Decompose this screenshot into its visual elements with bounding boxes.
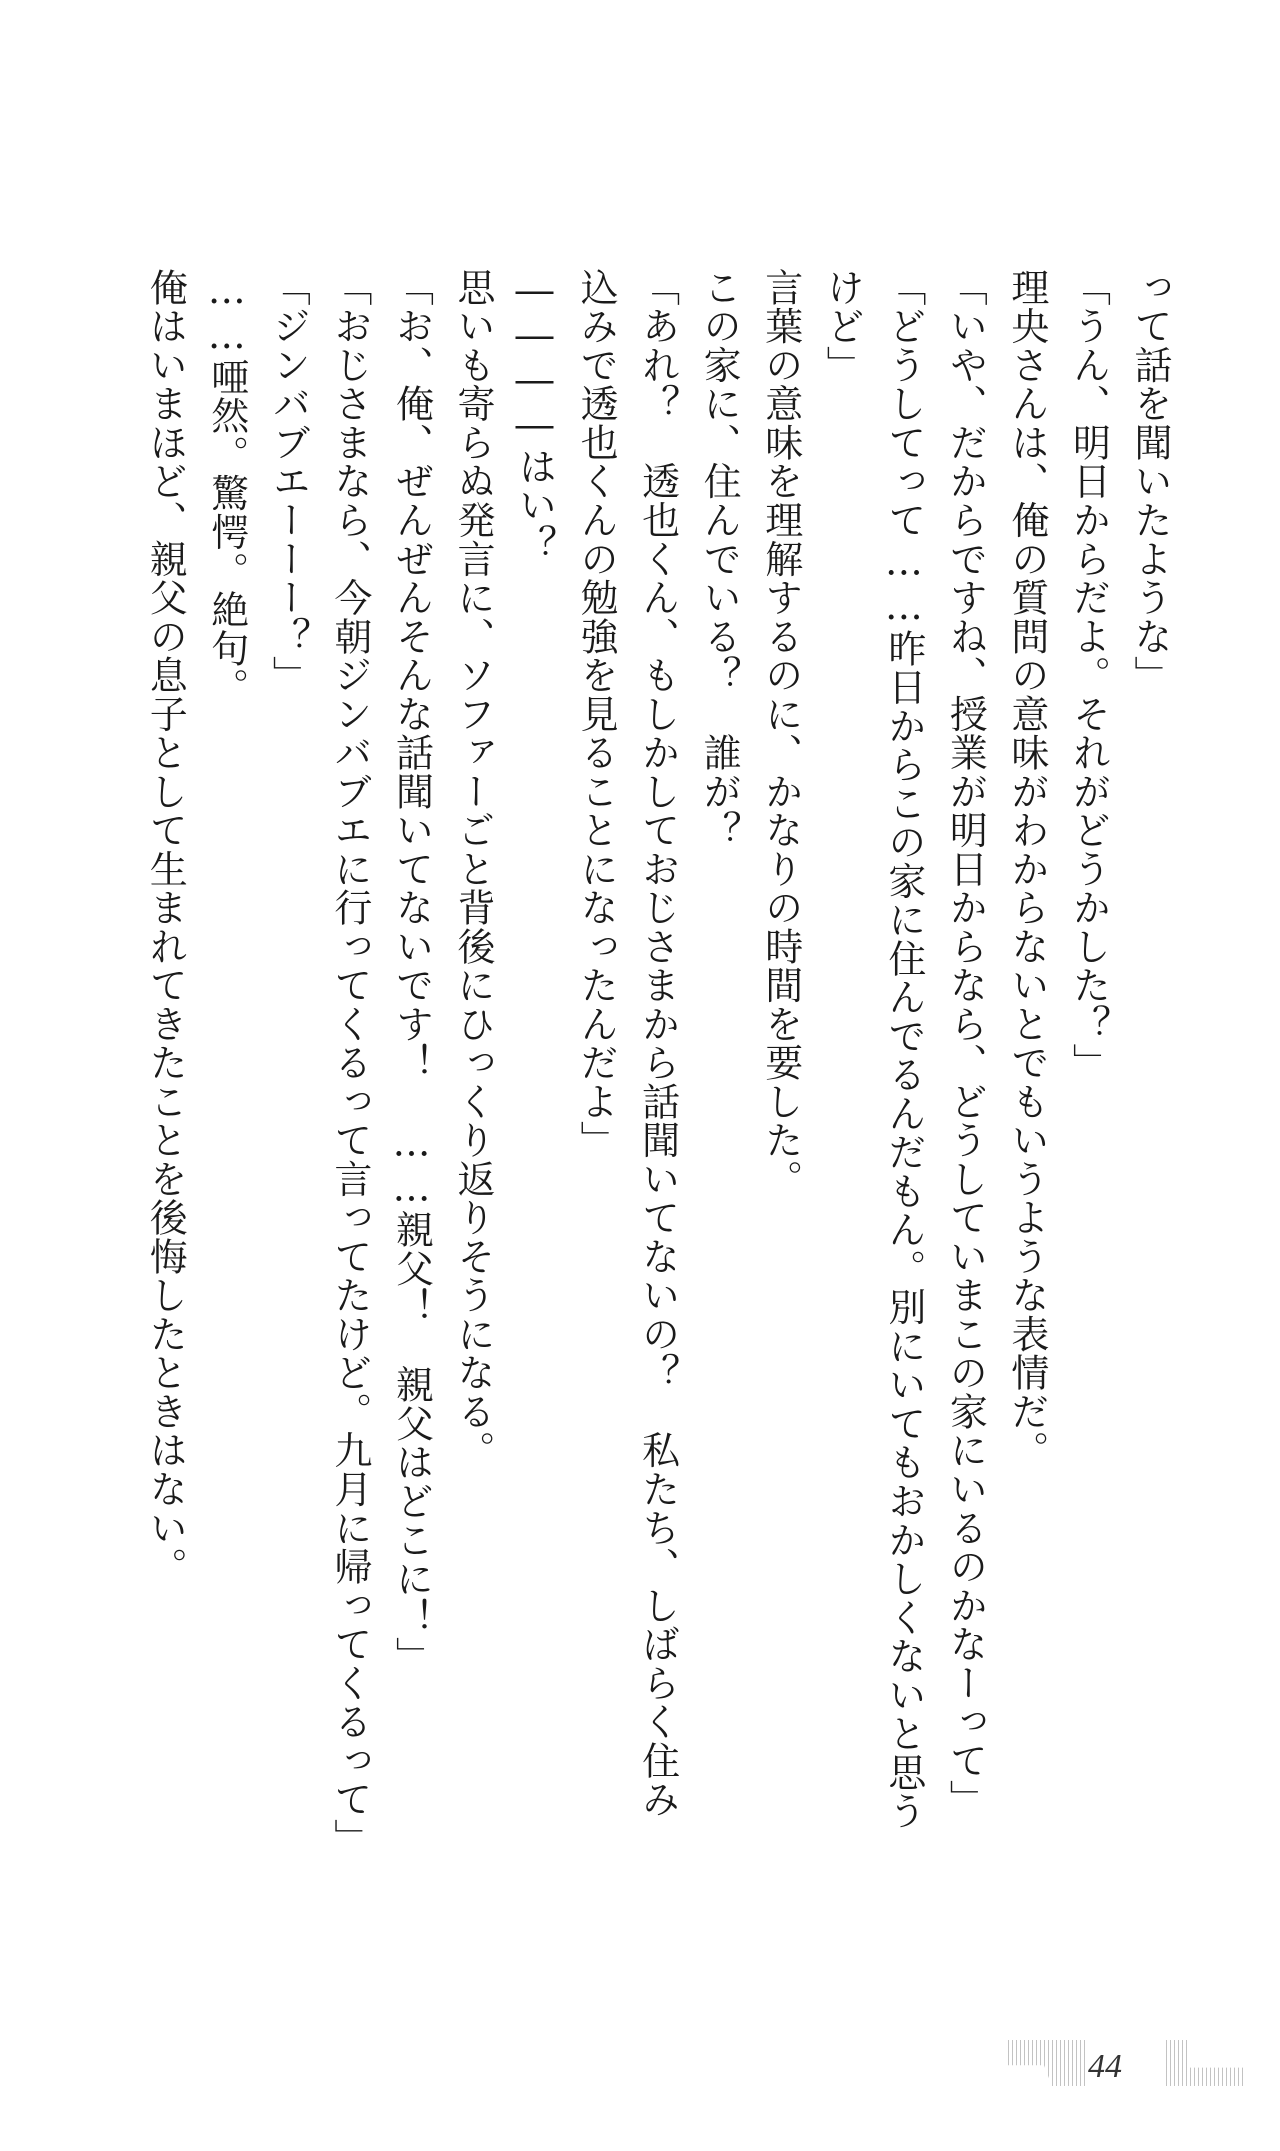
text-line: 言葉の意味を理解するのに、かなりの時間を要した。 [758, 268, 803, 1199]
text-line: けど」 [820, 268, 865, 385]
text-line: 思いも寄らぬ発言に、ソファーごと背後にひっくり返りそうになる。 [450, 268, 495, 1470]
text-line: って話を聞いたような」 [1128, 268, 1172, 695]
body-text [40, 268, 1180, 2028]
text-line: 理央さんは、俺の質問の意味がわからないとでもいうような表情だ。 [1004, 268, 1049, 1470]
folio-ornament-left [1008, 2040, 1088, 2086]
text-line: 「いや、だからですね、授業が明日からなら、どうしていまこの家にいるのかなーって」 [943, 268, 988, 1819]
text-line: ――――はい？ [512, 268, 557, 564]
text-line: 「うん、明日からだよ。それがどうかした？」 [1066, 268, 1111, 1082]
text-line: 「ジンバブエーーー？」 [266, 268, 311, 695]
page-number: 44 [1088, 2048, 1122, 2085]
text-line: 「おじさまなら、今朝ジンバブエに行ってくるって言ってたけど。九月に帰ってくるって」 [327, 268, 372, 1858]
text-line: 込みで透也くんの勉強を見ることになったんだよ」 [574, 268, 619, 1160]
text-line: 「あれ？ 透也くん、もしかしておじさまから話聞いてないの？ 私たち、しばらく住み [635, 268, 680, 1819]
text-line: 俺はいまほど、親父の息子として生まれてきたことを後悔したときはない。 [143, 268, 188, 1586]
text-line: ……唖然。驚愕。絶句。 [204, 268, 249, 707]
text-line: この家に、住んでいる？ 誰が？ [697, 268, 742, 850]
text-line: 「どうしてって……昨日からこの家に住んでるんだもん。別にいてもおかしくないと思う [881, 268, 926, 1831]
text-line: 「お、俺、ぜんぜんそんな話聞いてないです！ ……親父！ 親父はどこに！」 [389, 268, 434, 1676]
folio-ornament-right [1166, 2040, 1246, 2086]
